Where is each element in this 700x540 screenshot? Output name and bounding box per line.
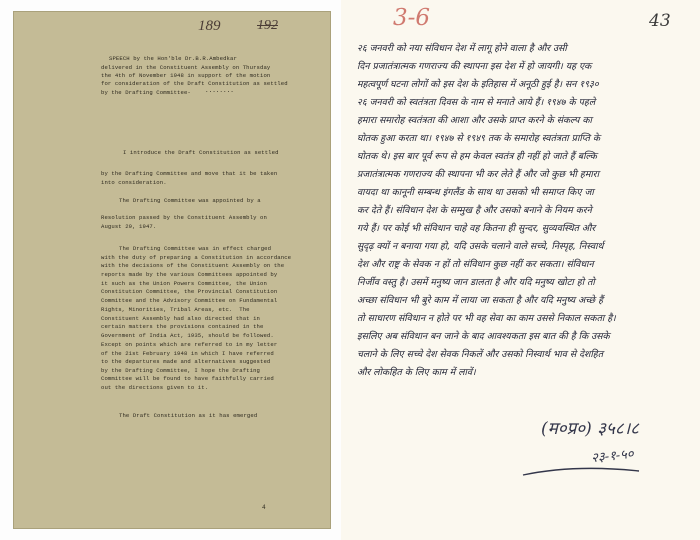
hindi-line: गये हैं। पर कोई भी संविधान चाहे वह कितना ही सुन्दर, सुव्यवस्थित और [357,223,596,234]
speech-line: Committee will be found to have faithfully carried [101,375,274,382]
hindi-line: चलाने के लिए सच्चे देश सेवक निकलें और उसको निस्वार्थ भाव से देशहित [357,349,604,360]
hindi-line: सुदृढ़ क्यों न बनाया गया हो, यदि उसके चलाने वाले सच्चे, निस्पृह, निस्वार्थ [357,241,604,252]
speech-line: to the departures made and alternatives suggested [101,358,271,365]
hindi-line: देश और राष्ट्र के सेवक न हों तो संविधान कुछ नहीं कर सकता। संविधान [357,259,594,270]
hindi-line: दिन प्रजातंत्रात्मक गणराज्य की स्थापना इस देश में हो जायगी। यह एक [357,61,592,72]
speech-line: Constituent Assembly had also directed that in [101,315,261,322]
speech-line: with the duty of preparing a Constitution in accordance [101,254,292,261]
handwritten-hindi-page [341,0,700,540]
hindi-line: प्रजातंत्रात्मक गणराज्य की स्थापना भी कर लेते हैं और जो कुछ भी हमारा [357,169,600,180]
handwritten-annotation: (म०प्र०) ३५८।८ [541,419,639,439]
hindi-line: २६ जनवरी को नया संविधान देश में लागू होने वाला है और उसी [357,43,567,54]
speech-line: by the Drafting Committee- [101,89,191,96]
hindi-line: निर्जीव वस्तु है। उसमें मनुष्य जान डालता है और यदि मनुष्य खोटा हो तो [357,277,595,288]
hindi-line: हमारा समारोह स्वतंत्रता की आशा और उसके प्राप्त करने के संकल्प का [357,115,592,126]
folio-number: 43 [649,11,671,31]
folio-number: 189 [198,18,221,34]
speech-line: Constitution Committee, the Provincial Constitution [101,288,278,295]
speech-line: delivered in the Constituent Assembly on Thursday [101,64,271,71]
hindi-line: वायदा था कानूनी सम्बन्ध इंगलैंड के साथ था उसको भी समाप्त किए जा [357,187,594,198]
speech-line: into consideration. [101,179,167,186]
page-number: 4 [262,504,266,511]
speech-line: The Drafting Committee was in effect charged [119,245,272,252]
hindi-line: कर देते हैं। संविधान देश के सम्मुख है और उसको बनाने के नियम करने [357,205,592,216]
hindi-line: महत्वपूर्ण घटना लोगों को इस देश के इतिहास में अनूठी हुई है। सन १९३० [357,79,599,90]
speech-line: out the directions given to it. [101,384,209,391]
speech-line: SPEECH by the Hon'ble Dr.B.R.Ambedkar [109,55,237,62]
speech-line: Government of India Act, 1935, should be followed. [101,332,274,339]
speech-line: for consideration of the Draft Constitution as settled [101,80,288,87]
hindi-line: घोतक थे। इस बार पूर्व रूप से हम केवल स्वतंत्र ही नहीं हो जाते हैं बल्कि [357,151,597,162]
hindi-line: इसलिए अब संविधान बन जाने के बाद आवश्यकता इस बात की है कि उसके [357,331,610,342]
hindi-line: २६ जनवरी को स्वतंत्रता दिवस के नाम से मनाते आये हैं। १९४७ के पहले [357,97,596,108]
speech-line: with the decisions of the Constituent Assembly on the [101,262,285,269]
speech-line: Rights, Minorities, Tribal Areas, etc. The [101,306,250,313]
speech-line: certain matters the provisions contained in the [101,323,264,330]
speech-line: of the 21st February 1948 in which I have referred [101,350,274,357]
speech-line: I introduce the Draft Constitution as settled [123,149,279,156]
speech-line: by the Drafting Committee, I hope the Drafting [101,367,261,374]
hindi-line: और लोकहित के लिए काम में लावें। [357,367,476,378]
speech-line: Resolution passed by the Constituent Assembly on [101,214,267,221]
speech-line: by the Drafting Committee and move that it be taken [101,170,278,177]
speech-line: it such as the Union Powers Committee, the Union [101,280,267,287]
speech-line: reports made by the various Committees appointed by [101,271,278,278]
handwritten-date: २३-१-५० [590,446,635,467]
hindi-line: तो साधारण संविधान न होते पर भी वह सेवा का काम उससे निकाल सकता है। [357,313,616,324]
pen-stroke [521,465,641,477]
hindi-line: अच्छा संविधान भी बुरे काम में लाया जा सकता है और यदि मनुष्य अच्छे हैं [357,295,604,306]
speech-line: The Draft Constitution as it has emerged [119,412,258,419]
hindi-line: घोतक हुआ करता था। १९४७ से १९४९ तक के समारोह स्वतंत्रता प्राप्ति के [357,133,601,144]
speech-line: Committee and the Advisory Committee on Fundamental [101,297,278,304]
speech-line: August 29, 1947. [101,223,157,230]
folio-number-red: 3-6 [393,5,431,31]
folio-number-struck: 192 [257,18,278,33]
separator: ........ [205,87,234,94]
speech-line: Except on points which are referred to in my letter [101,341,278,348]
typewritten-speech-page [13,11,331,529]
speech-line: The Drafting Committee was appointed by a [119,197,261,204]
speech-line: the 4th of November 1948 in support of the motion [101,72,271,79]
